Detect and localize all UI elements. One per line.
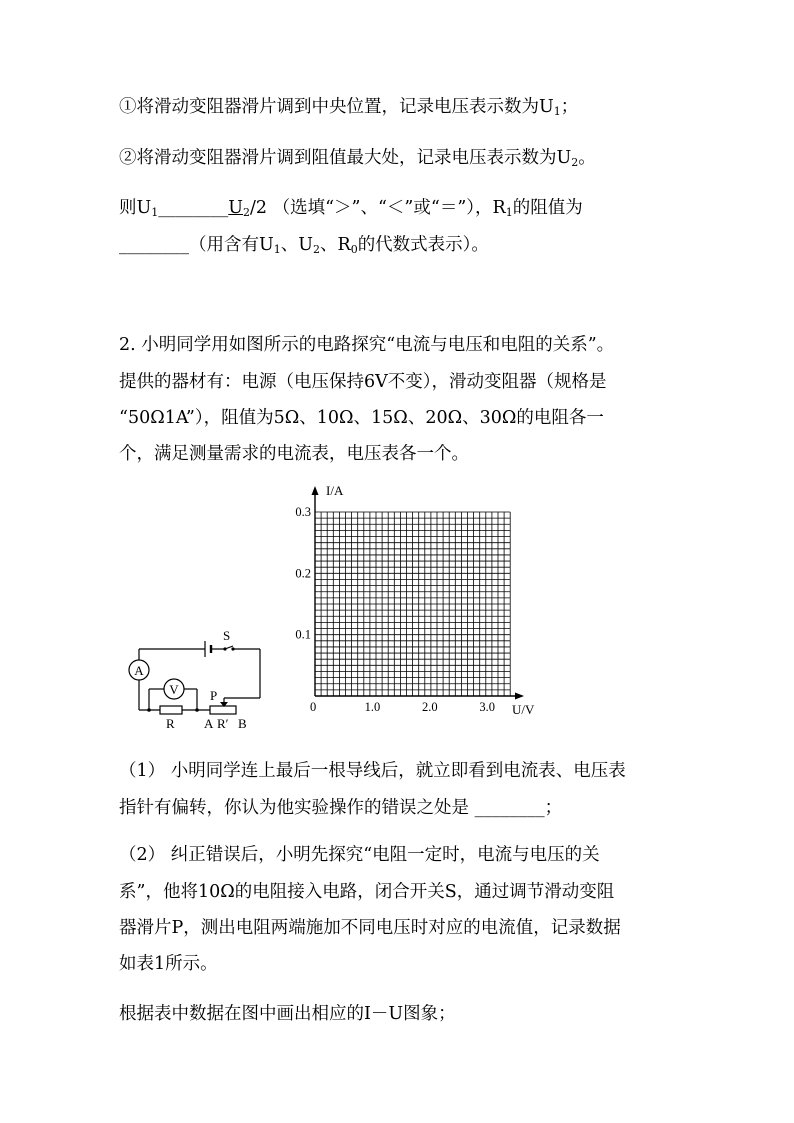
ammeter-label: A [134, 663, 144, 678]
problem-2-line-2: 提供的器材有：电源（电压保持6V不变），滑动变阻器（规格是 [119, 372, 607, 392]
problem-2-line-1: 2. 小明同学用如图所示的电路探究“电流与电压和电阻的关系”。 [119, 335, 615, 355]
circuit-diagram [120, 622, 280, 734]
problem-2-line-3: “50Ω1A”），阻值为5Ω、10Ω、15Ω、20Ω、30Ω的电阻各一 [119, 408, 604, 428]
y-tick-label: 0.2 [295, 566, 311, 581]
q1-answer-blank[interactable]: ________ [474, 798, 545, 818]
q2-line-2: 系”，他将10Ω的电阻接入电路，闭合开关S，通过调节滑动变阻 [119, 882, 615, 902]
step-2-text: ②将滑动变阻器滑片调到阻值最大处，记录电压表示数为$U_2$。 [119, 148, 596, 169]
compare-question: 则$U_1\_\_\_\_\_\_\_\_U_2/2$ （选填“＞”、“＜”或“＝”），$R_1$的阻值为 [119, 198, 583, 219]
switch-label: S [223, 628, 231, 643]
draw-graph-instruction: 根据表中数据在图中画出相应的I－U图象； [119, 1004, 456, 1024]
x-axis-label: U/V [512, 702, 535, 717]
y-tick-label: 0.1 [295, 627, 311, 642]
end-b-label: B [238, 716, 247, 731]
resistor-label: R [166, 716, 175, 731]
q2-line-4: 如表1所示。 [119, 954, 218, 974]
slider-label: P [210, 688, 218, 703]
compare-answer-blank[interactable]: ________ [158, 198, 229, 218]
expression-answer-blank[interactable]: ________ [119, 235, 189, 255]
rheostat-label: R′ [217, 716, 229, 731]
q1-line-2: 指针有偏转，你认为他实验操作的错误之处是 ________； [119, 798, 563, 818]
x-tick-label: 1.0 [364, 700, 381, 714]
expression-question: ________（用含有$U_1$、$U_2$、$R_0$的代数式表示）。 [119, 235, 489, 256]
y-axis-arrow [312, 486, 319, 495]
x-tick-label: 2.0 [422, 700, 438, 714]
q2-line-3: 器滑片P，测出电阻两端施加不同电压时对应的电流值，记录数据 [119, 918, 621, 938]
iu-graph [280, 478, 560, 728]
end-a-label: A [204, 716, 214, 731]
q1-line-1: （1） 小明同学连上最后一根导线后，就立即看到电流表、电压表 [119, 761, 626, 781]
problem-2-line-4: 个，满足测量需求的电流表，电压表各一个。 [119, 444, 469, 464]
graph-grid [315, 512, 510, 696]
origin-label: 0 [310, 700, 317, 714]
step-1-text: ①将滑动变阻器滑片调到中央位置，记录电压表示数为$U_1$； [119, 97, 579, 118]
voltmeter-label: V [169, 682, 179, 697]
q2-line-1: （2） 纠正错误后，小明先探究“电阻一定时，电流与电压的关 [119, 845, 600, 865]
x-tick-label: 3.0 [479, 700, 496, 714]
y-tick-label: 0.3 [295, 505, 311, 519]
x-axis-arrow [515, 693, 524, 700]
y-axis-label: I/A [326, 483, 344, 498]
